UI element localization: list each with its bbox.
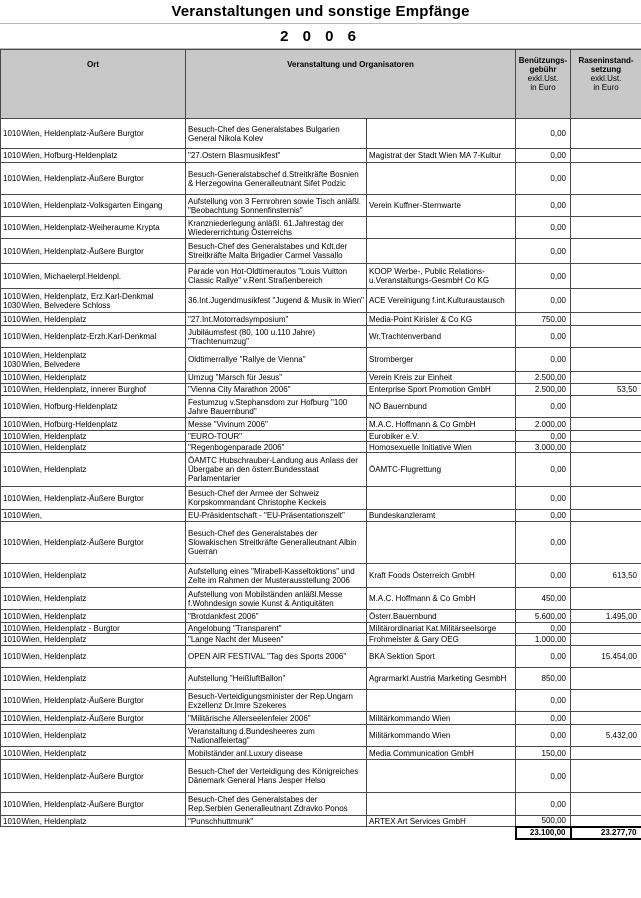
plz-cell: 1010 (1, 623, 21, 634)
header-rasen-label: Raseninstand-setzung (578, 56, 634, 74)
organizer-cell: M.A.C. Hoffmann & Co GmbH (367, 418, 516, 431)
organizer-cell: NÖ Bauernbund (367, 396, 516, 418)
plz-cell: 1010 1030 (1, 348, 21, 372)
events-table (0, 49, 641, 840)
organizer-cell (367, 487, 516, 510)
year-heading: 2 0 0 6 (280, 28, 361, 45)
organizer-cell (367, 119, 516, 149)
fee-cell: 850,00 (516, 668, 571, 690)
fee-cell: 0,00 (516, 793, 571, 816)
fee-cell: 0,00 (516, 510, 571, 522)
fee-cell: 0,00 (516, 760, 571, 793)
fee-cell: 0,00 (516, 195, 571, 217)
table-row (1, 264, 641, 289)
ort-cell: Wien, Heldenplatz-Erzh.Karl-Denkmal (21, 326, 186, 348)
header-gebuehr (516, 50, 571, 119)
event-cell: "Lange Nacht der Museen" (186, 634, 367, 646)
rasen-cell (571, 289, 641, 313)
rasen-cell: 53,50 (571, 384, 641, 396)
table-row (1, 690, 641, 712)
ort-cell: Wien, Heldenplatz-Äußere Burgtor (21, 119, 186, 149)
fee-cell: 0,00 (516, 725, 571, 747)
organizer-cell: KOOP Werbe-, Public Relations- u.Veranstaltungs-GesmbH Co KG (367, 264, 516, 289)
rasen-cell: 1.495,00 (571, 610, 641, 623)
plz-cell: 1010 (1, 431, 21, 442)
event-cell: Angelobung "Transparent" (186, 623, 367, 634)
event-cell: Oldtimerrallye "Rallye de Vienna" (186, 348, 367, 372)
plz-cell: 1010 (1, 453, 21, 487)
table-row (1, 195, 641, 217)
rasen-cell (571, 195, 641, 217)
rasen-cell (571, 522, 641, 564)
table-row (1, 384, 641, 396)
rasen-cell (571, 634, 641, 646)
rasen-cell (571, 264, 641, 289)
header-rasen (571, 50, 641, 119)
event-cell: Aufstellung eines "Mirabell-Kasseltoktions" und Zelte im Rahmen der Musterausstellung 2006 (186, 564, 367, 588)
event-cell: "Regenbogenparade 2006" (186, 442, 367, 453)
plz-cell: 1010 (1, 725, 21, 747)
event-cell: Festumzug v.Stephansdom zur Hofburg "100 Jahre Bauernbund" (186, 396, 367, 418)
table-row (1, 816, 641, 827)
ort-cell: Wien, Heldenplatz (21, 588, 186, 610)
table-row (1, 217, 641, 239)
plz-cell: 1010 (1, 119, 21, 149)
plz-cell: 1010 (1, 564, 21, 588)
rasen-cell (571, 313, 641, 326)
rasen-cell (571, 747, 641, 760)
fee-cell: 0,00 (516, 119, 571, 149)
organizer-cell (367, 239, 516, 264)
fee-cell: 0,00 (516, 690, 571, 712)
plz-cell: 1010 (1, 668, 21, 690)
fee-cell: 0,00 (516, 453, 571, 487)
event-cell: Umzug "Marsch für Jesus" (186, 372, 367, 384)
ort-cell: Wien, Heldenplatz-Äußere Burgtor (21, 690, 186, 712)
event-cell: Besuch-Chef des Generalstabes Bulgarien General Nikola Kolev (186, 119, 367, 149)
plz-cell: 1010 (1, 372, 21, 384)
plz-cell: 1010 (1, 149, 21, 163)
table-row (1, 564, 641, 588)
organizer-cell: Wr.Trachtenverband (367, 326, 516, 348)
rasen-cell (571, 348, 641, 372)
fee-cell: 1.000,00 (516, 634, 571, 646)
organizer-cell: ARTEX Art Services GmbH (367, 816, 516, 827)
event-cell: Veranstaltung d.Bundesheeres zum "Nationalfeiertag" (186, 725, 367, 747)
plz-cell: 1010 (1, 712, 21, 725)
event-cell: "27.Int.Motorradsymposium" (186, 313, 367, 326)
fee-cell: 0,00 (516, 564, 571, 588)
fee-cell: 3.000,00 (516, 442, 571, 453)
event-cell: Jubiläumsfest (80, 100 u.110 Jahre) "Trachtenumzug" (186, 326, 367, 348)
organizer-cell: Enterprise Sport Promotion GmbH (367, 384, 516, 396)
header-gebuehr-sub2: in Euro (530, 83, 556, 92)
event-cell: ÖAMTC Hubschrauber-Landung aus Anlass der Übergabe an den österr.Bundesstaat Parlamentarier (186, 453, 367, 487)
table-row (1, 760, 641, 793)
ort-cell: Wien, Heldenplatz-Weiheraume Krypta (21, 217, 186, 239)
fee-cell: 0,00 (516, 522, 571, 564)
event-cell: "EURO-TOUR" (186, 431, 367, 442)
plz-cell: 1010 (1, 264, 21, 289)
fee-cell: 0,00 (516, 163, 571, 195)
fee-cell: 2.500,00 (516, 372, 571, 384)
ort-cell: Wien, Heldenplatz, innerer Burghof (21, 384, 186, 396)
plz-cell: 1010 (1, 487, 21, 510)
organizer-cell: Eurobiker e.V. (367, 431, 516, 442)
event-cell: OPEN AIR FESTIVAL "Tag des Sports 2006" (186, 646, 367, 668)
totals-row (1, 827, 641, 839)
ort-cell: Wien, Heldenplatz (21, 634, 186, 646)
ort-cell: Wien, Heldenplatz-Äußere Burgtor (21, 163, 186, 195)
plz-cell: 1010 (1, 384, 21, 396)
table-row (1, 442, 641, 453)
table-body (1, 119, 641, 827)
rasen-cell: 15.454,00 (571, 646, 641, 668)
organizer-cell: Frohmeister & Gary OEG (367, 634, 516, 646)
rasen-cell (571, 793, 641, 816)
organizer-cell: Homosexuelle Initiative Wien (367, 442, 516, 453)
ort-cell: Wien, Heldenplatz (21, 747, 186, 760)
plz-cell: 1010 1030 (1, 289, 21, 313)
ort-cell: Wien, Heldenplatz-Äußere Burgtor (21, 522, 186, 564)
plz-cell: 1010 (1, 313, 21, 326)
fee-cell: 750,00 (516, 313, 571, 326)
ort-cell: Wien, Heldenplatz Wien, Belvedere (21, 348, 186, 372)
ort-cell: Wien, Heldenplatz (21, 442, 186, 453)
ort-cell: Wien, Heldenplatz (21, 564, 186, 588)
rasen-cell (571, 163, 641, 195)
ort-cell: Wien, Heldenplatz (21, 646, 186, 668)
ort-cell: Wien, Hofburg-Heldenplatz (21, 418, 186, 431)
header-rasen-sub2: in Euro (593, 83, 619, 92)
fee-cell: 0,00 (516, 289, 571, 313)
rasen-cell (571, 690, 641, 712)
table-row (1, 487, 641, 510)
organizer-cell: Media Communication GmbH (367, 747, 516, 760)
table-row (1, 610, 641, 623)
organizer-cell: Bundeskanzleramt (367, 510, 516, 522)
plz-cell: 1010 (1, 326, 21, 348)
table-row (1, 348, 641, 372)
fee-cell: 0,00 (516, 487, 571, 510)
organizer-cell: ÖAMTC-Flugrettung (367, 453, 516, 487)
table-header-row (1, 50, 641, 119)
table-row (1, 510, 641, 522)
header-gebuehr-label: Benützungs-gebühr (518, 56, 568, 74)
table-row (1, 725, 641, 747)
header-gebuehr-sub1: exkl.Ust. (527, 74, 559, 83)
plz-cell: 1010 (1, 522, 21, 564)
organizer-cell: M.A.C. Hoffmann & Co GmbH (367, 588, 516, 610)
table-row (1, 747, 641, 760)
rasen-cell (571, 760, 641, 793)
organizer-cell: ACE Vereinigung f.int.Kulturaustausch (367, 289, 516, 313)
totals-spacer (1, 827, 516, 839)
fee-cell: 0,00 (516, 149, 571, 163)
table-row (1, 418, 641, 431)
rasen-cell (571, 431, 641, 442)
plz-cell: 1010 (1, 690, 21, 712)
event-cell: Messe "Vivinum 2006" (186, 418, 367, 431)
rasen-cell (571, 239, 641, 264)
organizer-cell: Österr.Bauernbund (367, 610, 516, 623)
fee-cell: 5.600,00 (516, 610, 571, 623)
event-cell: Aufstellung von Mobilständen anläßl.Messe f.Wohndesign sowie Kunst & Antiquitäten (186, 588, 367, 610)
fee-cell: 0,00 (516, 431, 571, 442)
rasen-cell (571, 418, 641, 431)
table-row (1, 289, 641, 313)
header-rasen-sub1: exkl.Ust. (590, 74, 622, 83)
event-cell: Besuch-Generalstabschef d.Streitkräfte Bosnien & Herzegowina Generalleutnant Sifet Podzic (186, 163, 367, 195)
event-cell: Kranzniederlegung anläßl. 61.Jahrestag der Wiedererrichtung Österreichs (186, 217, 367, 239)
ort-cell: Wien, Heldenplatz, Erz.Karl-Denkmal Wien, Belvedere Schloss (21, 289, 186, 313)
organizer-cell: BKA Sektion Sport (367, 646, 516, 668)
event-cell: EU-Präsidentschaft - "EU-Präsentationszelt" (186, 510, 367, 522)
event-cell: Besuch-Verteidigungsminister der Rep.Ungarn Exzellenz Dr.Imre Szekeres (186, 690, 367, 712)
fee-cell: 0,00 (516, 239, 571, 264)
organizer-cell: Militärordinariat Kat.Militärseelsorge (367, 623, 516, 634)
event-cell: Besuch-Chef des Generalstabes der Rep.Serbien Generalleutnant Zdravko Ponos (186, 793, 367, 816)
fee-cell: 2.000,00 (516, 418, 571, 431)
plz-cell: 1010 (1, 442, 21, 453)
table-row (1, 712, 641, 725)
table-row (1, 793, 641, 816)
table-row (1, 372, 641, 384)
ort-cell: Wien, Heldenplatz (21, 816, 186, 827)
fee-cell: 0,00 (516, 326, 571, 348)
event-cell: Besuch-Chef des Generalstabes der Slowakischen Streitkräfte Generalleutnant Albin Guerran (186, 522, 367, 564)
rasen-cell (571, 712, 641, 725)
organizer-cell: Stromberger (367, 348, 516, 372)
table-row (1, 163, 641, 195)
table-row (1, 634, 641, 646)
organizer-cell: Media-Point Kirisler & Co KG (367, 313, 516, 326)
organizer-cell: Militärkommando Wien (367, 725, 516, 747)
ort-cell: Wien, Heldenplatz-Äußere Burgtor (21, 793, 186, 816)
total-rasen: 23.277,70 (571, 827, 641, 839)
table-row (1, 623, 641, 634)
organizer-cell: Agrarmarkt Austria Marketing GesmbH (367, 668, 516, 690)
event-cell: Besuch-Chef der Armee der Schweiz Korpskommandant Christophe Keckeis (186, 487, 367, 510)
table-row (1, 239, 641, 264)
ort-cell: Wien, Heldenplatz-Äußere Burgtor (21, 712, 186, 725)
plz-cell: 1010 (1, 793, 21, 816)
event-cell: "Vienna City Marathon 2006" (186, 384, 367, 396)
rasen-cell (571, 119, 641, 149)
organizer-cell: Kraft Foods Österreich GmbH (367, 564, 516, 588)
table-row (1, 453, 641, 487)
event-cell: Parade von Hot-Oldtimerautos "Louis Vuitton Classic Rallye" v.Rent Straßenbereich (186, 264, 367, 289)
rasen-cell: 5.432,00 (571, 725, 641, 747)
ort-cell: Wien, Heldenplatz (21, 313, 186, 326)
ort-cell: Wien, Heldenplatz (21, 453, 186, 487)
header-veranstaltung: Veranstaltung und Organisatoren (186, 50, 516, 119)
event-cell: "Militärische Allerseelenfeier 2006" (186, 712, 367, 725)
ort-cell: Wien, Hofburg-Heldenplatz (21, 149, 186, 163)
rasen-cell (571, 588, 641, 610)
plz-cell: 1010 (1, 747, 21, 760)
fee-cell: 450,00 (516, 588, 571, 610)
fee-cell: 0,00 (516, 396, 571, 418)
ort-cell: Wien, Heldenplatz (21, 610, 186, 623)
event-cell: "27.Ostern Blasmusikfest" (186, 149, 367, 163)
organizer-cell: Magistrat der Stadt Wien MA 7-Kultur (367, 149, 516, 163)
event-cell: "Punschhuttmunk" (186, 816, 367, 827)
fee-cell: 2.500,00 (516, 384, 571, 396)
ort-cell: Wien, Heldenplatz-Äußere Burgtor (21, 487, 186, 510)
organizer-cell (367, 163, 516, 195)
plz-cell: 1010 (1, 510, 21, 522)
rasen-cell (571, 487, 641, 510)
fee-cell: 0,00 (516, 623, 571, 634)
total-fee: 23.100,00 (516, 827, 571, 839)
ort-cell: Wien, Heldenplatz (21, 668, 186, 690)
table-row (1, 326, 641, 348)
ort-cell: Wien, Heldenplatz (21, 431, 186, 442)
organizer-cell (367, 793, 516, 816)
ort-cell: Wien, Heldenplatz (21, 725, 186, 747)
plz-cell: 1010 (1, 634, 21, 646)
rasen-cell: 613,50 (571, 564, 641, 588)
fee-cell: 0,00 (516, 712, 571, 725)
rasen-cell (571, 453, 641, 487)
event-cell: "Brotdankfest 2006" (186, 610, 367, 623)
rasen-cell (571, 816, 641, 827)
organizer-cell (367, 690, 516, 712)
rasen-cell (571, 510, 641, 522)
rasen-cell (571, 442, 641, 453)
event-cell: Besuch-Chef der Verteidigung des Königreiches Dänemark General Hans Jesper Helso (186, 760, 367, 793)
fee-cell: 0,00 (516, 646, 571, 668)
event-cell: Aufstellung "HeißluftBallon" (186, 668, 367, 690)
table-row (1, 588, 641, 610)
plz-cell: 1010 (1, 163, 21, 195)
rasen-cell (571, 326, 641, 348)
event-cell: 36.Int.Jugendmusikfest "Jugend & Musik in Wien" (186, 289, 367, 313)
rasen-cell (571, 217, 641, 239)
event-cell: Mobilständer anl.Luxury disease (186, 747, 367, 760)
organizer-cell (367, 217, 516, 239)
ort-cell: Wien, Michaelerpl.Heldenpl. (21, 264, 186, 289)
table-row (1, 396, 641, 418)
ort-cell: Wien, Heldenplatz-Äußere Burgtor (21, 760, 186, 793)
table-row (1, 149, 641, 163)
event-cell: Besuch-Chef des Generalstabes und Kdt.der Streitkräfte Malta Brigadier Carmel Vassallo (186, 239, 367, 264)
organizer-cell: Verein Kreis zur Einheit (367, 372, 516, 384)
organizer-cell (367, 522, 516, 564)
plz-cell: 1010 (1, 418, 21, 431)
plz-cell: 1010 (1, 646, 21, 668)
plz-cell: 1010 (1, 195, 21, 217)
plz-cell: 1010 (1, 816, 21, 827)
organizer-cell (367, 760, 516, 793)
fee-cell: 0,00 (516, 217, 571, 239)
organizer-cell: Militärkommando Wien (367, 712, 516, 725)
table-row (1, 522, 641, 564)
plz-cell: 1010 (1, 588, 21, 610)
fee-cell: 150,00 (516, 747, 571, 760)
ort-cell: Wien, Heldenplatz-Volksgarten Eingang (21, 195, 186, 217)
ort-cell: Wien, Hofburg-Heldenplatz (21, 396, 186, 418)
ort-cell: Wien, Heldenplatz - Burgtor (21, 623, 186, 634)
rasen-cell (571, 372, 641, 384)
plz-cell: 1010 (1, 239, 21, 264)
document-title: Veranstaltungen und sonstige Empfänge (171, 3, 470, 20)
table-row (1, 668, 641, 690)
rasen-cell (571, 623, 641, 634)
fee-cell: 0,00 (516, 264, 571, 289)
organizer-cell: Verein Kuffner-Sternwarte (367, 195, 516, 217)
fee-cell: 0,00 (516, 348, 571, 372)
plz-cell: 1010 (1, 760, 21, 793)
fee-cell: 500,00 (516, 816, 571, 827)
plz-cell: 1010 (1, 217, 21, 239)
table-row (1, 119, 641, 149)
event-cell: Aufstellung von 3 Fernrohren sowie Tisch anläßl. "Beobachtung Sonnenfinsternis" (186, 195, 367, 217)
plz-cell: 1010 (1, 396, 21, 418)
ort-cell: Wien, (21, 510, 186, 522)
rasen-cell (571, 149, 641, 163)
rasen-cell (571, 668, 641, 690)
table-row (1, 646, 641, 668)
ort-cell: Wien, Heldenplatz (21, 372, 186, 384)
table-row (1, 431, 641, 442)
plz-cell: 1010 (1, 610, 21, 623)
rasen-cell (571, 396, 641, 418)
ort-cell: Wien, Heldenplatz-Äußere Burgtor (21, 239, 186, 264)
header-ort: Ort (1, 50, 186, 119)
table-row (1, 313, 641, 326)
